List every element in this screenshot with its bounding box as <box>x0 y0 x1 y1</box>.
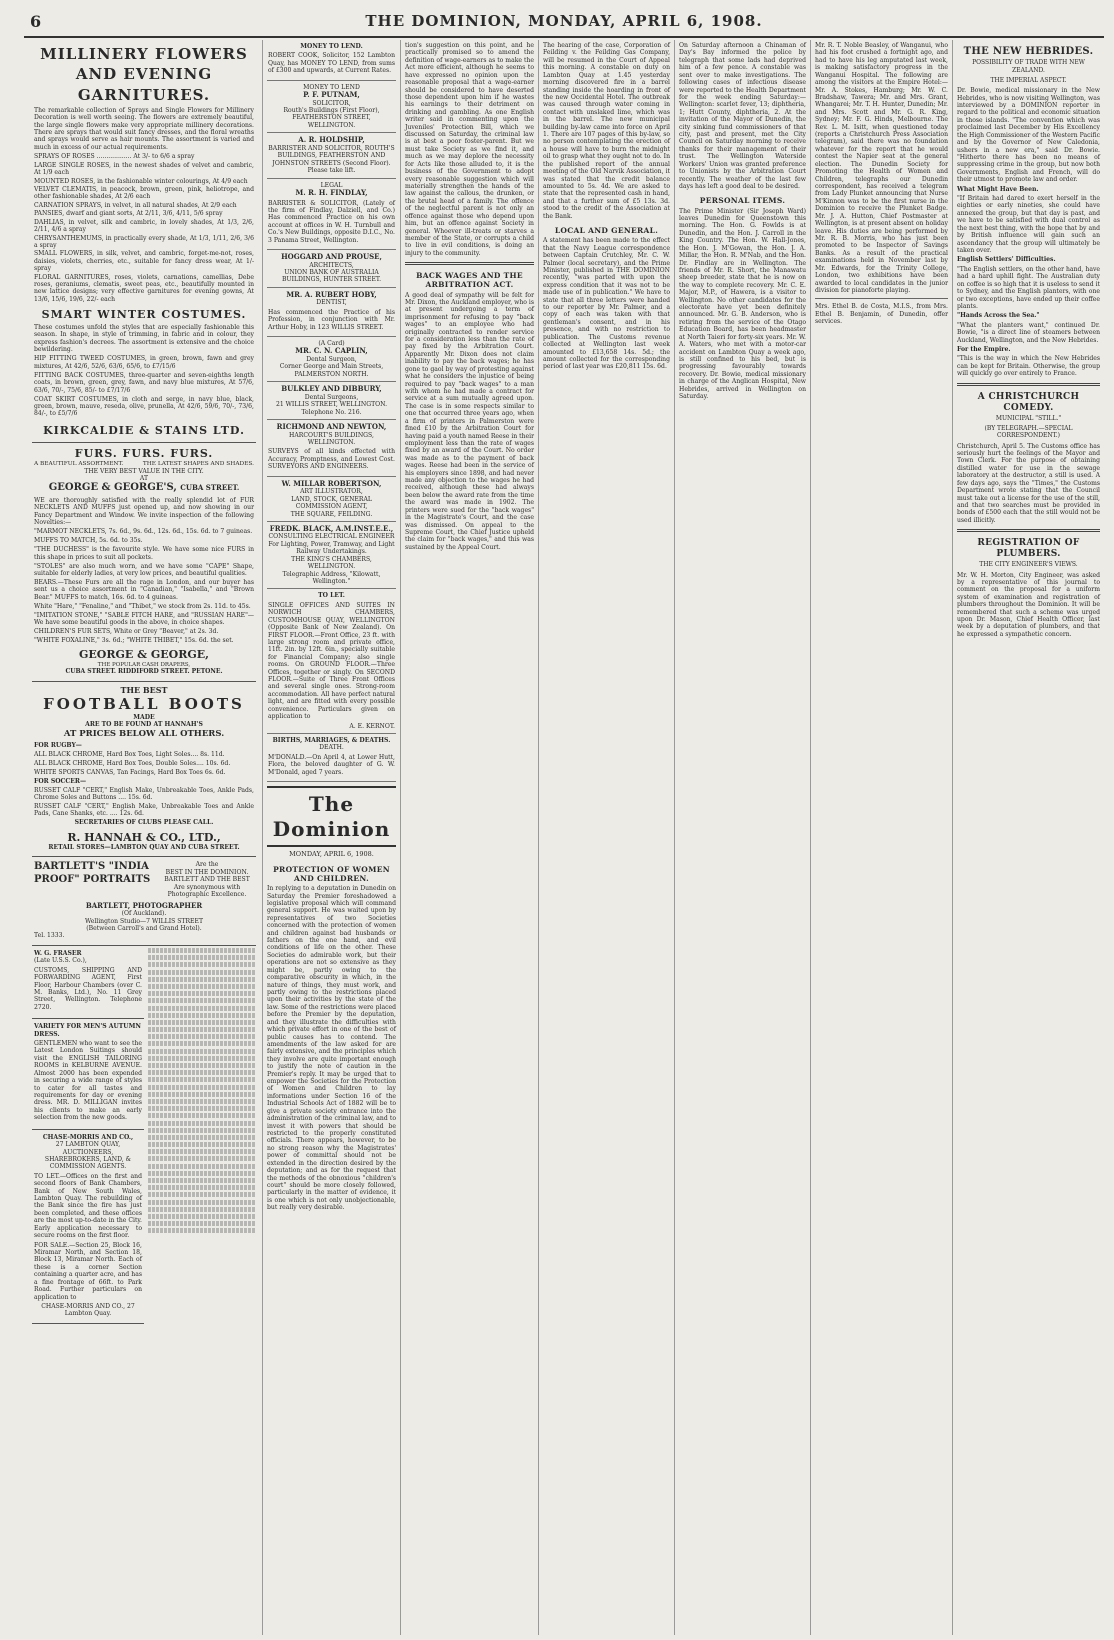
smart-title: SMART WINTER COSTUMES. <box>41 308 247 322</box>
richmond-body: SURVEYS of all kinds effected with Accuracy, Promptness, and Lowest Cost. SURVEYORS AND ENGINEERS. <box>268 448 395 471</box>
money2-name: P. F. PUTNAM, <box>303 90 360 100</box>
tolet-agent: A. E. KERNOT. <box>349 722 395 730</box>
black-addr: THE KING'S CHAMBERS, WELLINGTON. <box>291 555 372 571</box>
protection-body: In replying to a deputation in Dunedin on Saturday the Premier foreshadowed a legislative proposal which will command general support. He was waited upon by representatives of two Societies concerned with the protection of women and children against bad husbands or fathers on the one hand, and evil conditions of life on the other. These Societies do admirable work, but their operations are not so extensive as they might be, partly owing to the comparative obscurity in which, in the nature of things, they must work, and partly owing to the restrictions placed upon their activities by the state of the law. Some of the restrictions were placed before the Premier by the deputation, and they illustrate the difficulties with which private effort in one of the best of public causes has to contend. The amendments of the law asked for are fairly extensive, and the principles which they involve are quite important enough to justify the note of caution in the Premier's reply. It may be urged that to empower the Societies for the Protection of Women and Children to lay informations under Section 16 of the Industrial Schools Act of 1882 will be to give a private society entrance into the administration of the criminal law, and to invest it with powers that should be restricted to the properly constituted officials. There appears, however, to be no strong reason why the Magistrates' power of committal should not be extended in the direction desired by the deputation; and as for the request that the methods of the obnoxious "children's court" should be more closely followed, particularly in the matter of evidence, it is one which is not only unobjectionable, but really very desirable. <box>267 885 396 1212</box>
bmd-head: BIRTHS, MARRIAGES, & DEATHS. <box>272 737 391 744</box>
electrical-engineers-ad <box>148 948 256 1233</box>
hebrides-b3: "What the planters want," continued Dr. Bowie, "is a direct line of steamers between Auckland, Wellington, and the New Hebrides. <box>957 321 1100 344</box>
boots-found: ARE TO BE FOUND AT HANNAH'S <box>85 721 203 729</box>
hoggard-card <box>267 250 396 288</box>
list-item: FLORAL GARNITURES, roses, violets, carnations, camellias, Debe roses, geraniums, clematis, sweet peas, etc., beautifully mounted in new lattice designs; very effective garnitures for evening gowns, At 13/6, 15/6, 19/6, 22/- each <box>34 273 254 303</box>
list-item: MOUNTED ROSES, in the fashionable winter colourings, At 4/9 each <box>34 177 248 185</box>
hebrides-h2: English Settlers' Difficulties. <box>957 256 1056 264</box>
richmond-card <box>267 420 396 477</box>
bulkley-card <box>267 382 396 420</box>
money-to-lend-1 <box>267 40 396 81</box>
bartlett-left: BARTLETT'S "INDIA PROOF" PORTRAITS <box>34 861 151 885</box>
variety-ad <box>32 1019 144 1129</box>
millinery-ad <box>32 40 256 443</box>
kirkcaldie-name: KIRKCALDIE & STAINS LTD. <box>43 423 245 437</box>
richmond-name: RICHMOND AND NEWTON, <box>276 422 387 432</box>
small-ad: Mrs. Ethel B. de Costa, M.I.S., from Mrs. Ethel B. Benjamin, of Dunedin, offer services. <box>815 303 948 326</box>
bmd-sub: DEATH. <box>319 744 344 752</box>
list-item: "IMITATION STONE," "SABLE FITCH HARE, and "RUSSIAN HARE"—We have some beautiful goods in the above, in choice shapes. <box>34 611 254 626</box>
millar-card <box>267 477 396 522</box>
hoggard-addr: UNION BANK OF AUSTRALIA BUILDINGS, HUNTER STREET. <box>281 268 382 284</box>
hebrides-heading: THE NEW HEBRIDES. <box>963 46 1094 57</box>
list-item: HIP FITTING TWEED COSTUMES, in green, brown, fawn and grey mixtures, At 42/6, 52/6, 63/6, 65/6, to £7/15/6 <box>34 355 254 370</box>
money2-role: SOLICITOR, <box>312 99 351 107</box>
bartlett-ad <box>32 857 256 945</box>
boots-prices: AT PRICES BELOW ALL OTHERS. <box>63 728 225 739</box>
column-7 <box>952 40 1104 1635</box>
small-ads-right <box>148 946 256 1324</box>
millinery-list <box>34 153 254 303</box>
tolet-head: TO LET. <box>318 592 345 600</box>
divider <box>405 262 534 265</box>
small-ads-left <box>32 946 144 1324</box>
boots-the-best: THE BEST <box>120 684 168 695</box>
column-1-ads <box>28 40 260 1635</box>
furs-at: AT <box>139 475 149 483</box>
hoby-card <box>267 288 396 337</box>
list-item: ALL BLACK CHROME, Hard Box Toes, Double Soles.... 10s. 6d. <box>34 759 231 767</box>
column-5 <box>674 40 810 1635</box>
bulkley-name: BULKLEY AND DIBBURY, <box>281 384 382 394</box>
bartlett-right-4: Are synonymous with Photographic Excellence. <box>167 883 247 899</box>
plumbers-subhead: THE CITY ENGINEER'S VIEWS. <box>979 561 1078 569</box>
list-item: LARGE SINGLE ROSES, in the newest shades of velvet and cambric, At 1/9 each <box>34 161 254 177</box>
smart-intro: These costumes unfold the styles that are especially fashionable this season. In shape, in style of trimming, in fabric and in colour, they express fashion's decrees. The assortment is extensive and the choice bewildering. <box>34 323 254 353</box>
boots-secretaries: SECRETARIES OF CLUBS PLEASE CALL. <box>74 819 214 827</box>
hebrides-h4: For the Empire. <box>957 346 1011 354</box>
hebrides-b4: "This is the way in which the New Hebrides can be kept for Britain. Otherwise, the group will quickly go over entirely to France. <box>957 355 1100 378</box>
black-name: FREDK. BLACK, A.M.INST.E.E., <box>269 523 394 533</box>
boots-soccer-head: FOR SOCCER— <box>34 777 87 785</box>
bartlett-studio: Wellington Studio—7 WILLIS STREET <box>84 917 204 925</box>
list-item: ALL BLACK CHROME, Hard Box Toes, Light Soles.... 8s. 11d. <box>34 750 225 758</box>
column-4 <box>538 40 674 1635</box>
furs-footer-streets: CUBA STREET. RIDDIFORD STREET. PETONE. <box>65 668 223 676</box>
furs-firm-line <box>34 482 254 494</box>
fraser-body: CUSTOMS, SHIPPING AND FORWARDING AGENT, First Floor, Harbour Chambers (over C. M. Banks, Ltd.), No. 11 Grey Street, Wellington. Telephone 2720. <box>34 966 142 1011</box>
furs-ad <box>32 443 256 682</box>
furs-sub-center: THE VERY BEST VALUE IN THE CITY. <box>84 467 204 475</box>
bulkley-tel: Telephone No. 216. <box>301 408 362 416</box>
personal-continued: Mr. R. T. Noble Beasley, of Wanganui, who had his foot crushed a fortnight ago, and had to have his leg amputated last week, is making satisfactory progress in the Wanganui Hospital. The following are among the visitors at the Empire Hotel:—Mr. A. Stokes, Hamburg; Mr. W. C. Bradshaw, Tawera; Mr. and Mrs. Grant, Whangarei; Mr. T. H. Hunter, Dunedin; Mr. and Mrs. Scott and Mr. G. R. King, Sydney; Mr. F. G. Hinds, Melbourne. The Rev. L. M. Isitt, when questioned today (reports a Christchurch Press Association telegram), said there was no foundation whatever for the report that he would contest the Napier seat at the general election. The Dunedin Society for Promoting the Health of Women and Children, telegraphs our Dunedin correspondent, has received a telegram from Lady Plunket announcing that Nurse M'Kinnon was to be the first nurse in the Dominion to receive the Plunket Badge. Mr. J. A. Hutton, Chief Postmaster at Wellington, is at present absent on holiday leave. His duties are being performed by Mr. R. B. Morris, who has just been promoted to be Inspector of Savings Banks. As a result of the practical examinations held in November last by Mr. Edwards, for the Trinity College, London, two exhibitions have been awarded to local candidates in the junior division for pianoforte playing. <box>815 42 948 294</box>
money-to-lend-2 <box>267 81 396 134</box>
black-tel: Telegraphic Address, "Kilowatt, Wellington." <box>282 570 381 585</box>
chase-title: CHASE-MORRIS AND CO., <box>42 1133 134 1141</box>
legal-card <box>267 179 396 250</box>
black-card <box>267 522 396 589</box>
tolet-body: SINGLE OFFICES AND SUITES IN NORWICH CHAMBERS, CUSTOMHOUSE QUAY, WELLINGTON (Opposite Bank of New Zealand). On FIRST FLOOR.—Front Office, 23 ft. with large strong room and private office, 11ft. 2in. by 12ft. 6in., specially suitable for Financial Company; also single rooms. On GROUND FLOOR.—Three Offices, together or singly. On SECOND FLOOR.—Suite of Three Front Offices and several single ones. Strong-room accommodation. All have perfect natural light, and are fitted with every possible convenience. Particulars given on application to <box>268 601 395 721</box>
chase-role: AUCTIONEERS, SHAREBROKERS, LAND, & COMMISSION AGENTS. <box>44 1148 132 1171</box>
divider <box>957 529 1100 532</box>
chase-addr: 27 LAMBTON QUAY, <box>55 1141 121 1149</box>
column-2 <box>262 40 400 1635</box>
millinery-intro: The remarkable collection of Sprays and Single Flowers for Millinery Decoration is well worth seeing. The flowers are extremely beautiful, the large single flowers make very appropriate millinery decorations. There are sprays that would suit fancy dresses, and the floral wreaths and sprays would serve as hair mounts. The assortment is varied and much in excess of our actual requirements. <box>34 106 254 151</box>
list-item: MUFFS TO MATCH, 5s. 6d. to 35s. <box>34 537 143 545</box>
caplin-role: Dental Surgeon, <box>306 356 357 363</box>
hebrides-subhead-2: THE IMPERIAL ASPECT. <box>990 76 1067 84</box>
caplin-name: MR. C. N. CAPLIN, <box>295 346 368 356</box>
list-item: VELVET CLEMATIS, in peacock, brown, green, pink, heliotrope, and other fashionable shades, At 2/6 each <box>34 185 254 201</box>
list-item: CHRYSANTHEMUMS, in practically every shade, At 1/3, 1/11, 2/6, 3/6 a spray <box>34 234 254 249</box>
holdship-card <box>267 133 396 178</box>
chase-body: TO LET.—Offices on the first and second floors of Bank Chambers, Bank of New South Wales, Lambton Quay. The rebuilding of the Bank since the fire has just been completed, and these offices are the most up-to-date in the City. Early application necessary to secure rooms on the first floor. <box>34 1172 142 1240</box>
millar-name: W. MILLAR ROBERTSON, <box>281 478 382 488</box>
hebrides-h1: What Might Have Been. <box>957 185 1039 193</box>
news-continued: On Saturday afternoon a Chinaman of Day's Bay informed the police by telegraph that some lads had deprived him of a few pence. A constable was sent over to make investigations. The following cases of infectious disease were reported to the Health Department for the week ending Saturday:—Wellington: scarlet fever, 13; diphtheria, 1; Hutt County, diphtheria, 2. At the invitation of the Mayor of Dunedin, the city sinking fund commissioners of that city, past and present, met the City Council on Saturday morning to receive thanks for their management of their trust. The Wellington Waterside Workers' Union was granted preference to Unionists by the Arbitration Court recently. The weather of the last few days has left a good deal to be desired. <box>679 42 806 191</box>
list-item: WHITE SPORTS CANVAS, Tan Facings, Hard Box Toes 6s. 6d. <box>34 768 226 776</box>
football-boots-ad <box>32 682 256 858</box>
millar-role: ART ILLUSTRATOR, <box>300 488 363 496</box>
money2-addr: Routh's Buildings (First Floor), FEATHERSTON STREET, WELLINGTON. <box>283 107 380 129</box>
page-number: 6 <box>30 12 42 31</box>
divider <box>815 298 948 299</box>
legal-head: LEGAL <box>320 181 343 189</box>
chase-sale: FOR SALE.—Section 25, Block 16, Miramar North, and Section 18, Block 13, Miramar North. Each of these is a corner Section containing a quarter acre, and has a fine frontage of 66ft. to Park Road. Further particulars on application to <box>34 1241 142 1301</box>
list-item: BEARS.—These Furs are all the rage in London, and our buyer has sent us a choice assortment in "Canadian," "Isabella," and "Brown Bear." MUFFS to match, 16s. 6d. to 4 guineas. <box>34 578 254 601</box>
personal-items-heading: PERSONAL ITEMS. <box>699 196 786 206</box>
money1-head: MONEY TO LEND. <box>300 43 363 50</box>
column-6 <box>810 40 952 1635</box>
hebrides-h3: "Hands Across the Sea." <box>957 312 1040 320</box>
plumbers-heading: REGISTRATION OF PLUMBERS. <box>977 538 1080 560</box>
furs-subheads <box>34 461 254 468</box>
list-item: RUSSET CALF "CERT," English Make, Unbreakable Toes and Ankle Pads, Cane Shanks, etc. .... 12s. 6d. <box>34 802 254 818</box>
divider <box>957 383 1100 386</box>
list-item: CARNATION SPRAYS, in velvet, in all natural shades, At 2/9 each <box>34 201 237 209</box>
list-item: White "Hare," "Fenaline," and "Thibet," we stock from 2s. 11d. to 45s. <box>34 602 251 610</box>
bartlett-tel: Tel. 1333. <box>34 932 65 940</box>
small-ads-row <box>32 946 256 1324</box>
hebrides-body: Dr. Bowie, medical missionary in the New Hebrides, who is now visiting Wellington, was interviewed by a DOMINION reporter in regard to the political and economic situation in those islands. "The convention which was proclaimed last December by His Excellency the High Commissioner of the Western Pacific and by the Governor of New Caledonia, ushers in a new era," said Dr. Bowie. "Hitherto there has been no means of suppressing crime in the group, but now both Governments, English and French, will do their utmost to promote law and order. <box>957 87 1100 184</box>
masthead <box>24 6 1104 38</box>
money1-body: ROBERT COOK, Solicitor, 152 Lambton Quay, has MONEY TO LEND, from sums of £300 and upwards, at Current Rates. <box>268 52 395 75</box>
list-item: "MARMOT NECKLETS, 7s. 6d., 9s. 6d., 12s. 6d., 15s. 6d. to 7 guineas. <box>34 528 253 536</box>
fraser-name: W. G. FRASER <box>34 949 82 957</box>
list-item: "WHITE FOXALINE," 3s. 6d.; "WHITE THIBET," 15s. 6d. the set. <box>34 636 234 644</box>
editorial-date: MONDAY, APRIL 6, 1908. <box>289 849 374 858</box>
hoby-name: MR. A. RUBERT HOBY, <box>286 289 377 299</box>
to-let-ad <box>267 589 396 734</box>
list-item: COAT SKIRT COSTUMES, in cloth and serge, in navy blue, black, green, brown, mauve, reseda, olive, prunella, At 42/6, 59/6, 70/-, 73/6, 84/-, to £5/7/6 <box>34 395 254 418</box>
caplin-card <box>267 337 396 382</box>
furs-footer-tag: THE POPULAR CASH DRAPERS, <box>97 661 191 668</box>
list-item: "STOLES" are also much worn, and we have some "CAPE" Shape, suitable for elderly ladies, at very low prices, and beautiful qualities. <box>34 562 254 577</box>
bartlett-header <box>34 861 254 898</box>
list-item: "THE DUCHESS" is the favourite style. We have some nice FURS in this shape in prices to suit all pockets. <box>34 546 254 561</box>
bartlett-between: (Between Carroll's and Grand Hotel). <box>86 924 202 932</box>
money2-head: MONEY TO LEND <box>303 83 360 91</box>
bmd-body: M'DONALD.—On April 4, at Lower Hutt, Flora, the beloved daughter of G. W. M'Donald, aged 7 years. <box>268 753 395 776</box>
dominion-logo: The Dominion <box>267 786 396 847</box>
bartlett-right <box>160 861 254 898</box>
hebrides-b2: "The English settlers, on the other hand, have had a hard uphill fight. The Australian duty on coffee is so high that it is useless to send it to Sydney, and the English planters, with one or two exceptions, have ended up their coffee plants. <box>957 265 1100 310</box>
bulkley-addr: 21 WILLIS STREET, WELLINGTON. <box>275 401 388 409</box>
black-role: CONSULTING ELECTRICAL ENGINEER <box>268 533 395 541</box>
hoggard-role: ARCHITECTS, <box>309 261 354 269</box>
bartlett-of: (Of Auckland). <box>121 910 167 918</box>
hebrides-b1: "If Britain had dared to exert herself in the eighties or early nineties, she could have annexed the group, but that day is past, and we have to be satisfied with dual control as the next best thing, with the hope that by and by British influence will gain such an ascendancy that the group will ultimately be taken over. <box>957 195 1100 254</box>
fraser-late: (Late U.S.S. Co.), <box>34 957 87 965</box>
holdship-body: BARRISTER AND SOLICITOR, ROUTH'S BUILDINGS, FEATHERSTON AND JOHNSTON STREETS (Second Floor). Please take lift. <box>268 144 395 175</box>
list-item: SPRAYS OF ROSES .................. At 3/- to 6/6 a spray <box>34 153 195 161</box>
list-item: SMALL FLOWERS, in silk, velvet, and cambric, forget-me-not, roses, daisies, violets, cherries, etc., suitable for fancy dress wear, At 1/- spray <box>34 250 254 273</box>
comedy-tag: (BY TELEGRAPH.—SPECIAL CORRESPONDENT.) <box>984 424 1073 440</box>
furs-sub-right: THE LATEST SHAPES AND SHADES. <box>142 460 254 467</box>
comedy-body: Christchurch, April 5. The Customs office has seriously hurt the feelings of the Mayor and Town Clerk. For the purpose of obtaining distilled water for use in the sewage laboratory at the destructor, a still is used. A few days ago, says the "Times," the Customs Department wrote stating that the Council must take out a license for the use of the still, and that two searches must be provided in bonds of £500 each that the still would not be used illicitly. <box>957 442 1100 524</box>
list-item: PANSIES, dwarf and giant sorts, At 2/11, 3/6, 4/11, 5/6 spray <box>34 210 223 218</box>
comedy-heading: A CHRISTCHURCH COMEDY. <box>977 391 1080 413</box>
variety-title: VARIETY FOR MEN'S AUTUMN DRESS. <box>34 1023 141 1038</box>
chase-morris-ad <box>32 1130 144 1324</box>
millinery-title: MILLINERY FLOWERS AND EVENING GARNITURES. <box>40 45 248 104</box>
editorial-continued: tion's suggestion on this point, and he practically promised so to amend the definition of wage-earners as to make the Act more efficient, although he seems to have expressed no opinion upon the reasonable proposal that a wage-earner should be considered to have deserted those dependent upon him if he wastes his earnings to their detriment on drinking and gambling. As one English writer said in commenting upon the Juveniles' Protection Bill, which we discussed on Saturday, the criminal law is at best a poor foster-parent. But we must take Society as we find it, and much as we may deplore the necessity for Acts like those alluded to, it is the business of the Government to adopt every reasonable suggestion which will materially strengthen the hands of the law against the callous, the drunken, or the brutal head of a family. The offence of the neglectful parent is not only an offence against those who depend upon him, but an offence against Society in general. Whoever ill-treats or starves a member of the State, or corrupts a child to live in evil conditions, is doing an injury to the community. <box>405 42 534 257</box>
bartlett-right-2: BEST IN THE DOMINION. <box>165 868 249 876</box>
boots-rugby-head: FOR RUGBY— <box>34 741 82 749</box>
boots-title: FOOTBALL BOOTS <box>43 695 245 714</box>
plumbers-body: Mr. W. H. Morton, City Engineer, was asked by a representative of this journal to comment on the proposal for a uniform system of examination and registration of plumbers throughout the Dominion. It will be remembered that such a scheme was urged upon Dr. Mason, Chief Health Officer, last week by a deputation of plumbers, and that he expressed a sympathetic concern. <box>957 571 1100 638</box>
column-3 <box>400 40 538 1635</box>
furs-footer-firm: GEORGE & GEORGE, <box>79 648 209 662</box>
news-continued: The hearing of the case, Corporation of Feilding v. the Feilding Gas Company, will be resumed in the Court of Appeal this morning. A constable on duty on Lambton Quay at 1.45 yesterday morning discovered fire in a barrel standing inside the hoarding in front of the new Occidental Hotel. The outbreak was caused through water coming in contact with unslaked lime, which was in the barrel. The new municipal building by-law came into force on April 1. There are 107 pages of this by-law, so no person contemplating the erection of a house will have to burn the midnight oil to grasp what they ought not to do. In the published report of the annual meeting of the Old Narvik Association, it was stated that the credit balance amounted to 5s. 4d. We are asked to state that the represented cash in hand, and that a further sum of £5 13s. 3d. stood to the credit of the Association at the Bank. <box>543 42 670 220</box>
chase-footer: CHASE-MORRIS AND CO., 27 Lambton Quay. <box>41 1302 135 1318</box>
furs-street: CUBA STREET. <box>180 483 240 493</box>
findlay-name: M. R. H. FINDLAY, <box>295 187 368 197</box>
findlay-body: BARRISTER & SOLICITOR, (Lately of the firm of Findlay, Dalziell, and Co.) Has commenced Practice on his own account at offices in W. H. Turnbull and Co.'s New Buildings, opposite D.I.C., No. 3 Panama Street, Wellington. <box>268 199 395 244</box>
local-general-body: A statement has been made to the effect that the Navy League correspondence between Captain Crutchley, Mr. C. W. Palmer (local secretary), and the Prime Minister, published in THE DOMINION recently, "was parted with upon the express condition that it was not to be made use of in publication." We have to state that all three letters were handed to our reporter by Mr. Palmer, and a copy of each was taken with that gentleman's consent, and in his presence, and with no restriction to publication. The Customs revenue collected at Wellington last week amounted to £13,658 14s. 5d.; the amount collected for the corresponding period of last year was £20,811 15s. 6d. <box>543 237 670 371</box>
boots-retail: RETAIL STORES—LAMBTON QUAY AND CUBA STREET. <box>48 844 240 852</box>
personal-items-body: The Prime Minister (Sir Joseph Ward) leaves Dunedin for Queenstown this morning. The Hon. G. Fowlds is at Dunedin, and the Hon. J. Carroll in the King Country. The Hon. W. Hall-Jones, the Hon. J. M'Gowan, the Hon. J. A. Millar, the Hon. R. M'Nab, and the Hon. Dr. Findlay are in Wellington. The friends of Mr. R. Short, the Manawatu sheep breeder, state that he is now on the way to complete recovery. Mr. C. E. Major, M.P., of Hawera, is a visitor to Wellington. No other candidates for the electorate have yet been definitely announced. Mr. G. B. Anderson, who is retiring from the service of the Otago Education Board, has been headmaster at North Taieri for forty-six years. Mr. W. A. Waters, who met with a motor-car accident on Lambton Quay a week ago, is still confined to his bed, but is progressing favourably towards recovery. Dr. Bowie, medical missionary in charge of the Anglican Hospital, New Hebrides, arrived in Wellington on Saturday. <box>679 207 806 401</box>
bulkley-role: Dental Surgeons, <box>304 393 359 401</box>
local-general-heading: LOCAL AND GENERAL. <box>554 226 659 236</box>
hoby-role: DENTIST, <box>316 299 347 307</box>
furs-firm: GEORGE & GEORGE'S, <box>48 482 177 494</box>
millar-body: LAND, STOCK, GENERAL COMMISSION AGENT, <box>291 495 372 511</box>
black-body: For Lighting, Power, Tramway, and Light Railway Undertakings. <box>268 540 395 556</box>
variety-body: GENTLEMEN who want to see the Latest London Suitings should visit the ENGLISH TAILORING ROOMS in KELBURNE AVENUE. Almost 2000 has been expended in securing a wide range of styles to cater for all tastes and requirements for day or evening dress. MR. D. MILLIGAN invites his clients to make an early selection from the new goods. <box>34 1040 142 1122</box>
protection-heading: PROTECTION OF WOMEN AND CHILDREN. <box>273 864 390 883</box>
backwages-heading: BACK WAGES AND THE ARBITRATION ACT. <box>416 271 523 290</box>
masthead-title: THE DOMINION, MONDAY, APRIL 6, 1908. <box>365 12 763 30</box>
comedy-subhead: MUNICIPAL "STILL." <box>995 414 1062 422</box>
bartlett-name: BARTLETT, PHOTOGRAPHER <box>85 900 203 910</box>
backwages-body: A good deal of sympathy will be felt for Mr. Dixon, the Auckland employer, who is at present undergoing a term of imprisonment for refusing to pay "back wages" to an employee who had originally contracted to render service for a consideration less than the rate of pay fixed by the Arbitration Court. Apparently Mr. Dixon does not claim inability to pay the back wages; he has gone to gaol by way of protesting against what he considers the injustice of being required to pay "back wages" to a man with whom he had made a contract for service at a sum mutually agreed upon. The case is in some respects similar to one that occurred three years ago, when a firm of printers in Palmerston were fined £10 by the Arbitration Court for having paid a youth named Reese in their employment less than the rate of wages fixed by an award of the Court. No order was made as to the payment of back wages. Reese had been in the service of his employers since 1898, and had never made any objection to the wages he had received, although these had always been below the award rate from the time the award was made in 1902. The printers were sued for the "back wages" in the Magistrate's Court, and the case was dismissed. On appeal to the Supreme Court, the Chief Justice upheld the claim for "back wages," and this was sustained by the Appeal Court. <box>405 291 534 551</box>
bmd-notice <box>267 734 396 782</box>
boots-firm: R. HANNAH & CO., LTD., <box>67 830 221 844</box>
bartlett-right-3: BARTLETT AND THE BEST <box>164 876 250 884</box>
list-item: RUSSET CALF "CERT," English Make, Unbreakable Toes, Ankle Pads, Chrome Soles and Buttons .... 15s. 6d. <box>34 786 254 801</box>
list-item: DAHLIAS, in velvet, silk and cambric, in lovely shades, At 1/3, 2/6, 2/11, 4/6 a spray <box>34 218 254 234</box>
hoby-body: Has commenced the Practice of his Profession, in conjunction with Mr. Arthur Hoby, in 123 WILLIS STREET. <box>268 308 395 331</box>
fraser-ad <box>32 946 144 1019</box>
caplin-addr: Corner George and Main Streets, PALMERSTON NORTH. <box>279 363 384 378</box>
hebrides-subhead: POSSIBILITY OF TRADE WITH NEW ZEALAND. <box>972 59 1085 74</box>
bartlett-right-1: Are the <box>195 861 219 869</box>
hoggard-name: HOGGARD AND PROUSE, <box>281 252 382 262</box>
furs-title: FURS. FURS. FURS. <box>74 447 214 461</box>
furs-body: WE are thoroughly satisfied with the really splendid lot of FUR NECKLETS AND MUFFS just opened up, and now showing in our Fancy Department and Window. We invite inspection of the following Novelties:— <box>34 496 254 526</box>
richmond-addr: HARCOURT'S BUILDINGS, WELLINGTON. <box>289 431 374 447</box>
furs-sub-left: A BEAUTIFUL ASSORTMENT. <box>34 460 124 467</box>
caplin-tag: (A Card) <box>318 340 345 348</box>
list-item: FITTING BACK COSTUMES, three-quarter and seven-eighths length coats, in brown, green, grey, fawn, and navy blue mixtures, At 57/6, 63/6, 70/-, 75/6, 85/- to £7/17/6 <box>34 371 254 394</box>
millar-addr: THE SQUARE, FEILDING. <box>290 510 373 518</box>
boots-made: MADE <box>133 713 155 721</box>
holdship-name: A. R. HOLDSHIP, <box>298 135 365 145</box>
list-item: CHILDREN'S FUR SETS, White or Grey "Beaver," at 2s. 3d. <box>34 627 219 635</box>
